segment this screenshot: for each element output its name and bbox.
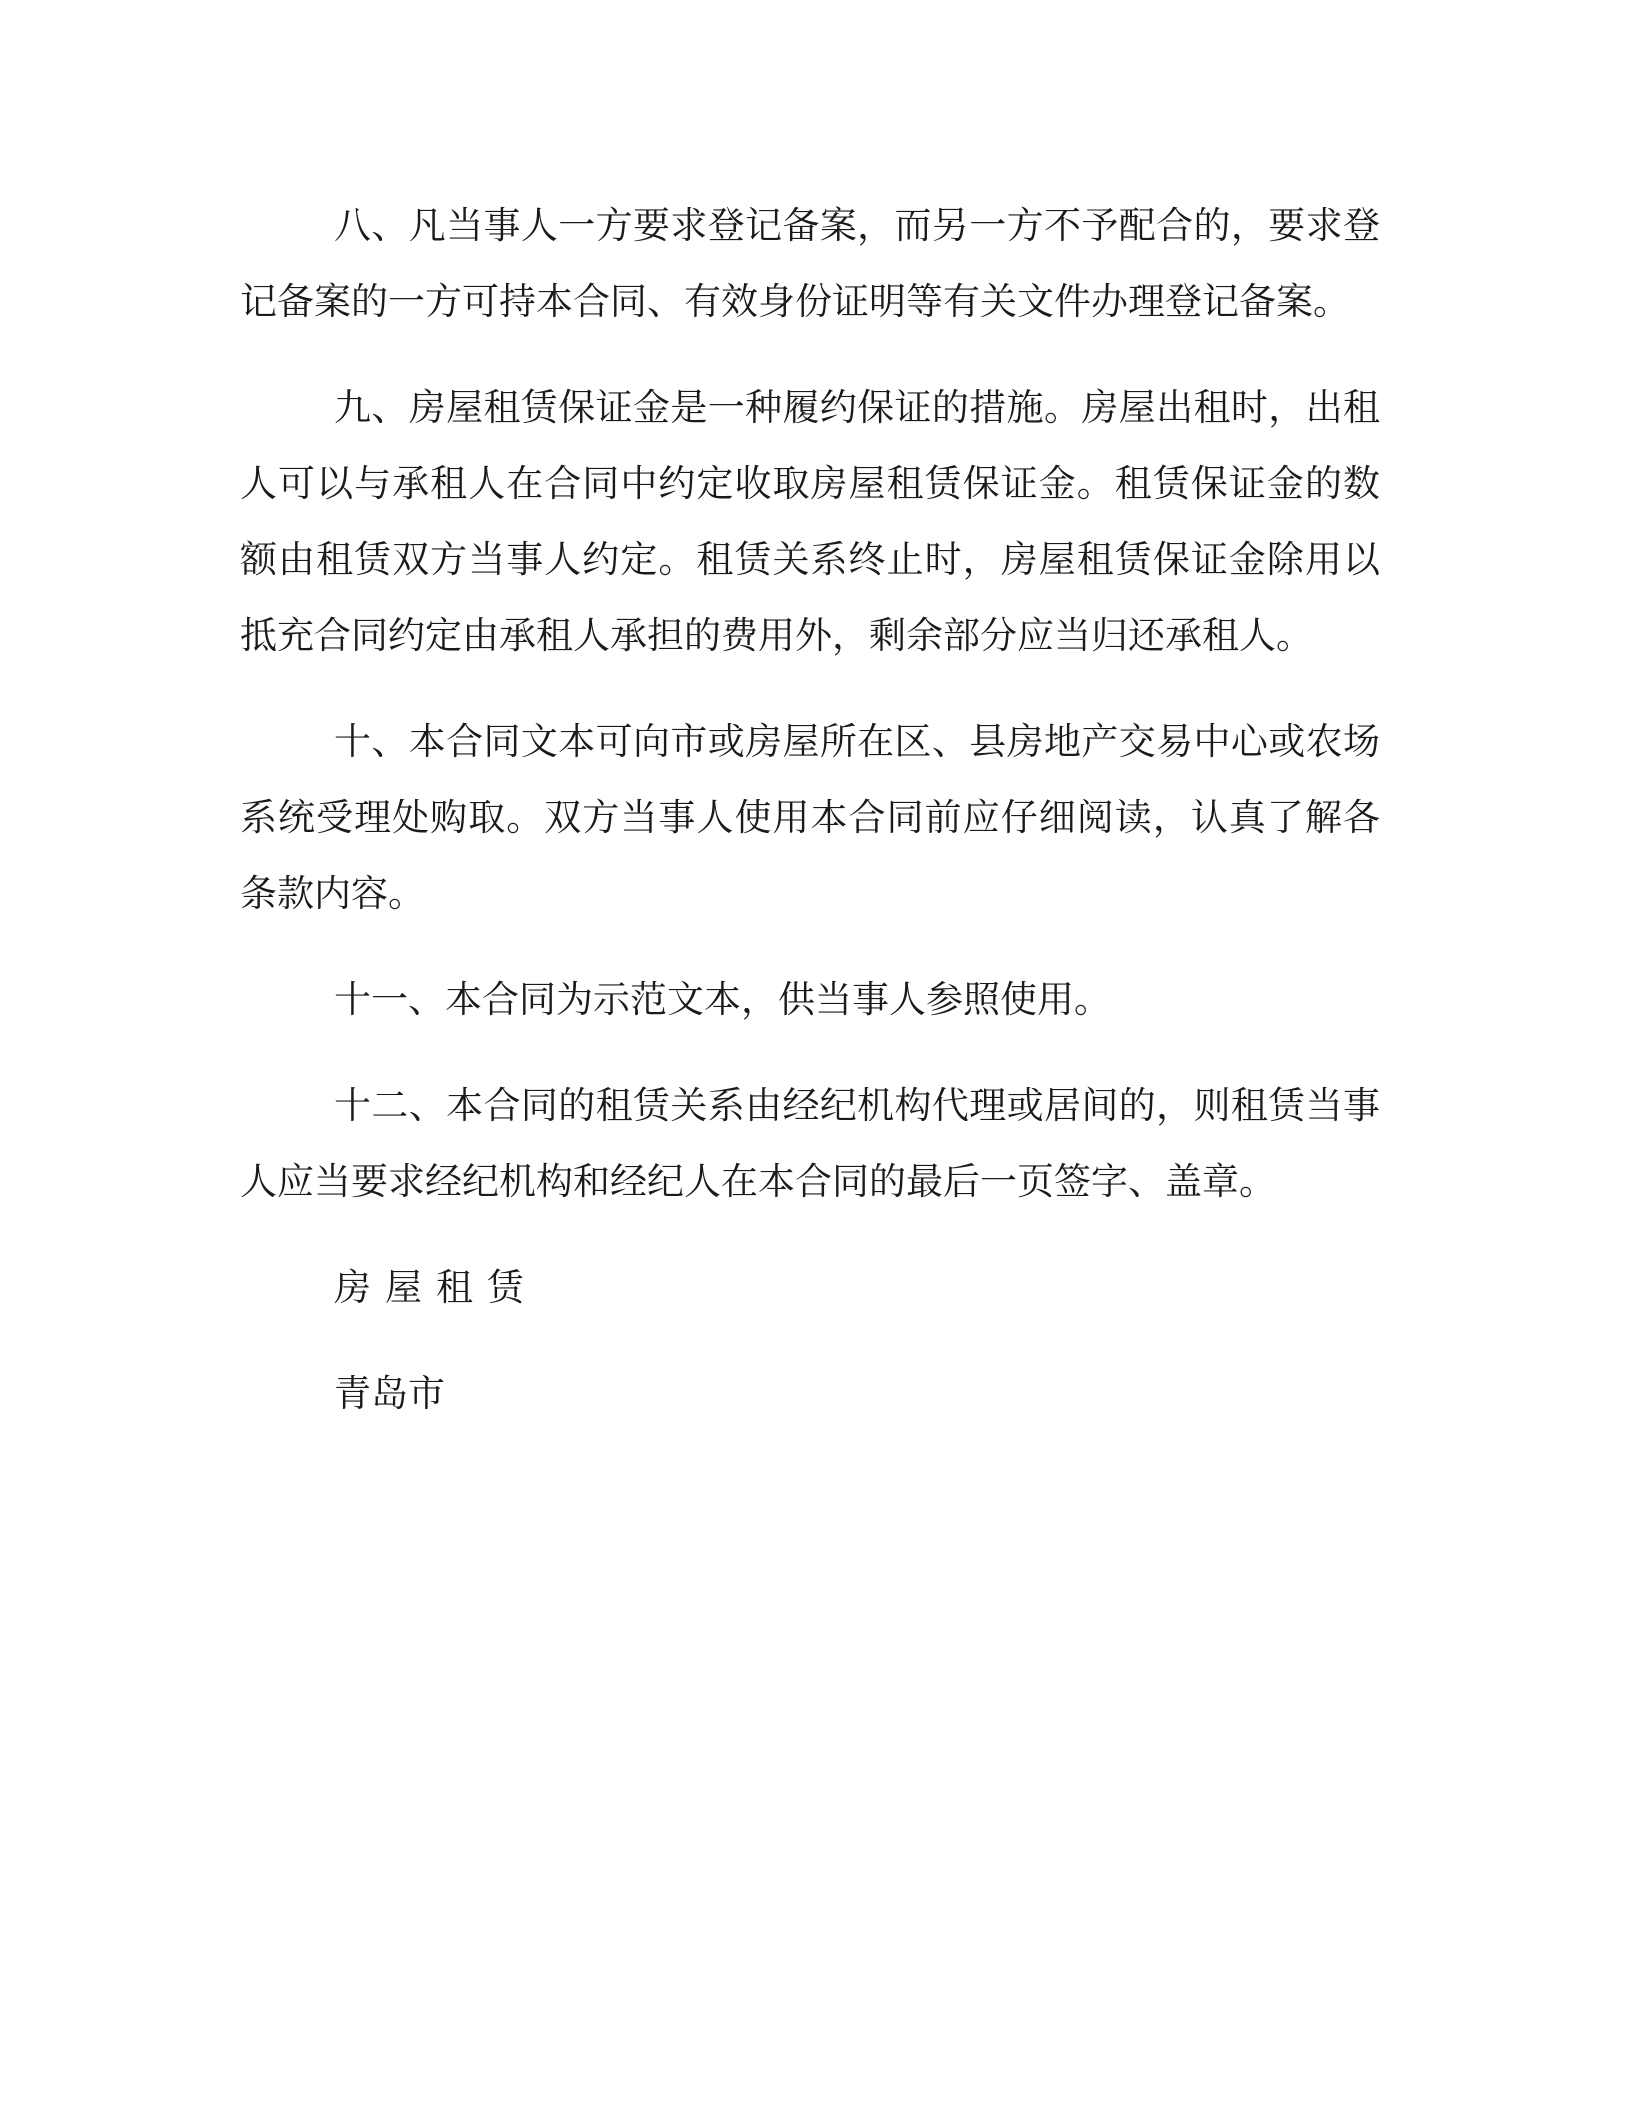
signoff-line-2: 青岛市 (334, 1372, 445, 1415)
signoff-line-1: 房屋租赁 (334, 1266, 538, 1309)
clause-12: 十二、本合同的租赁关系由经纪机构代理或居间的，则租赁当事人应当要求经纪机构和经纪人在本合同的最后一页签字、盖章。 (240, 1084, 1380, 1203)
clause-10: 十、本合同文本可向市或房屋所在区、县房地产交易中心或农场系统受理处购取。双方当事人使用本合同前应仔细阅读，认真了解各条款内容。 (240, 720, 1380, 915)
document-body (240, 188, 1380, 1462)
clause-11: 十一、本合同为示范文本，供当事人参照使用。 (334, 978, 1111, 1021)
clause-9: 九、房屋租赁保证金是一种履约保证的措施。房屋出租时，出租人可以与承租人在合同中约定收取房屋租赁保证金。租赁保证金的数额由租赁双方当事人约定。租赁关系终止时，房屋租赁保证金除用以抵充合同约定由承租人承担的费用外，剩余部分应当归还承租人。 (240, 386, 1380, 657)
clause-8: 八、凡当事人一方要求登记备案，而另一方不予配合的，要求登记备案的一方可持本合同、有效身份证明等有关文件办理登记备案。 (240, 204, 1380, 323)
